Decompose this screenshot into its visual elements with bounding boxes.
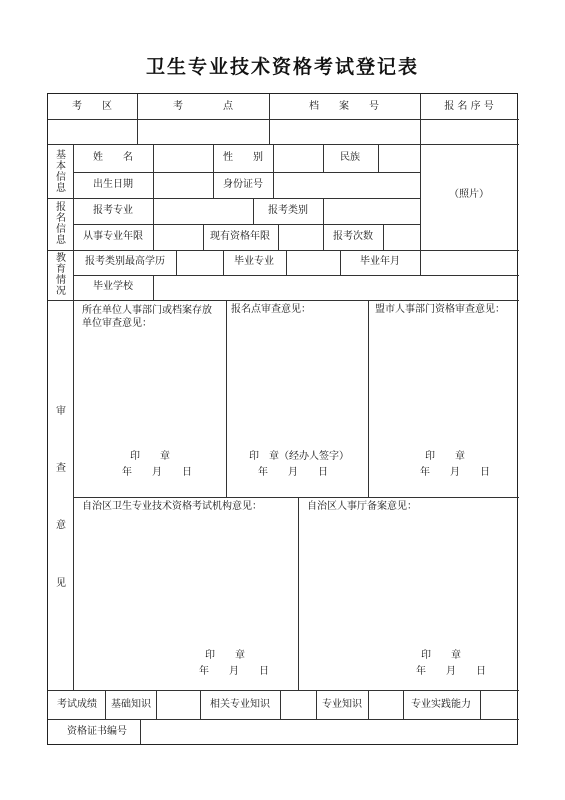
group-basic: 基本信息	[56, 150, 66, 194]
seal-unit: 印 章	[130, 451, 170, 462]
seal-league: 印 章	[425, 451, 465, 462]
header-dangan: 档 案 号	[309, 101, 379, 112]
date-site: 年 月 日	[258, 467, 328, 478]
header-kaodian: 考 点	[173, 101, 233, 112]
seal-site: 印 章（经办人签字）	[249, 451, 349, 462]
label-name: 姓 名	[93, 152, 133, 163]
label-grad-major: 毕业专业	[234, 256, 274, 267]
header-kaoqu: 考 区	[72, 101, 112, 112]
label-gender: 性 别	[223, 152, 263, 163]
label-category: 报考类别	[268, 205, 308, 216]
review-char-1: 审	[56, 406, 66, 417]
date-league: 年 月 日	[420, 467, 490, 478]
date-region-exam: 年 月 日	[199, 666, 269, 677]
label-years: 从事专业年限	[83, 231, 143, 242]
label-score-related: 相关专业知识	[210, 699, 270, 710]
group-edu: 教育情况	[56, 253, 66, 297]
label-idno: 身份证号	[223, 179, 263, 190]
label-score-practice: 专业实践能力	[411, 699, 471, 710]
review-char-2: 查	[56, 463, 66, 474]
photo-placeholder: （照片）	[449, 189, 489, 200]
registration-form	[47, 93, 518, 745]
review-char-4: 见	[56, 578, 66, 589]
review-char-3: 意	[56, 520, 66, 531]
label-times: 报考次数	[333, 231, 373, 242]
date-unit: 年 月 日	[122, 467, 192, 478]
label-score-professional: 专业知识	[322, 699, 362, 710]
seal-region-hr: 印 章	[421, 650, 461, 661]
review-league-label: 盟市人事部门资格审查意见：	[375, 304, 505, 315]
review-region-hr-label: 自治区人事厅备案意见：	[307, 501, 417, 512]
label-grad-year: 毕业年月	[360, 256, 400, 267]
label-ethnic: 民族	[340, 152, 360, 163]
label-current-years: 现有资格年限	[210, 231, 270, 242]
label-degree: 报考类别最高学历	[85, 256, 165, 267]
page-title: 卫生专业技术资格考试登记表	[145, 56, 419, 78]
group-apply: 报名信息	[56, 202, 66, 246]
review-site-label: 报名点审查意见：	[231, 304, 311, 315]
date-region-hr: 年 月 日	[416, 666, 486, 677]
header-xuhao: 报 名 序 号	[444, 101, 494, 112]
label-cert: 资格证书编号	[67, 726, 127, 737]
label-birth: 出生日期	[93, 179, 133, 190]
label-school: 毕业学校	[93, 281, 133, 292]
label-scores: 考试成绩	[57, 699, 97, 710]
seal-region-exam: 印 章	[205, 650, 245, 661]
label-score-basic: 基础知识	[111, 699, 151, 710]
label-major: 报考专业	[93, 205, 133, 216]
review-region-exam-label: 自治区卫生专业技术资格考试机构意见：	[82, 501, 262, 512]
review-unit-label: 所在单位人事部门或档案存放单位审查意见：	[82, 305, 212, 329]
